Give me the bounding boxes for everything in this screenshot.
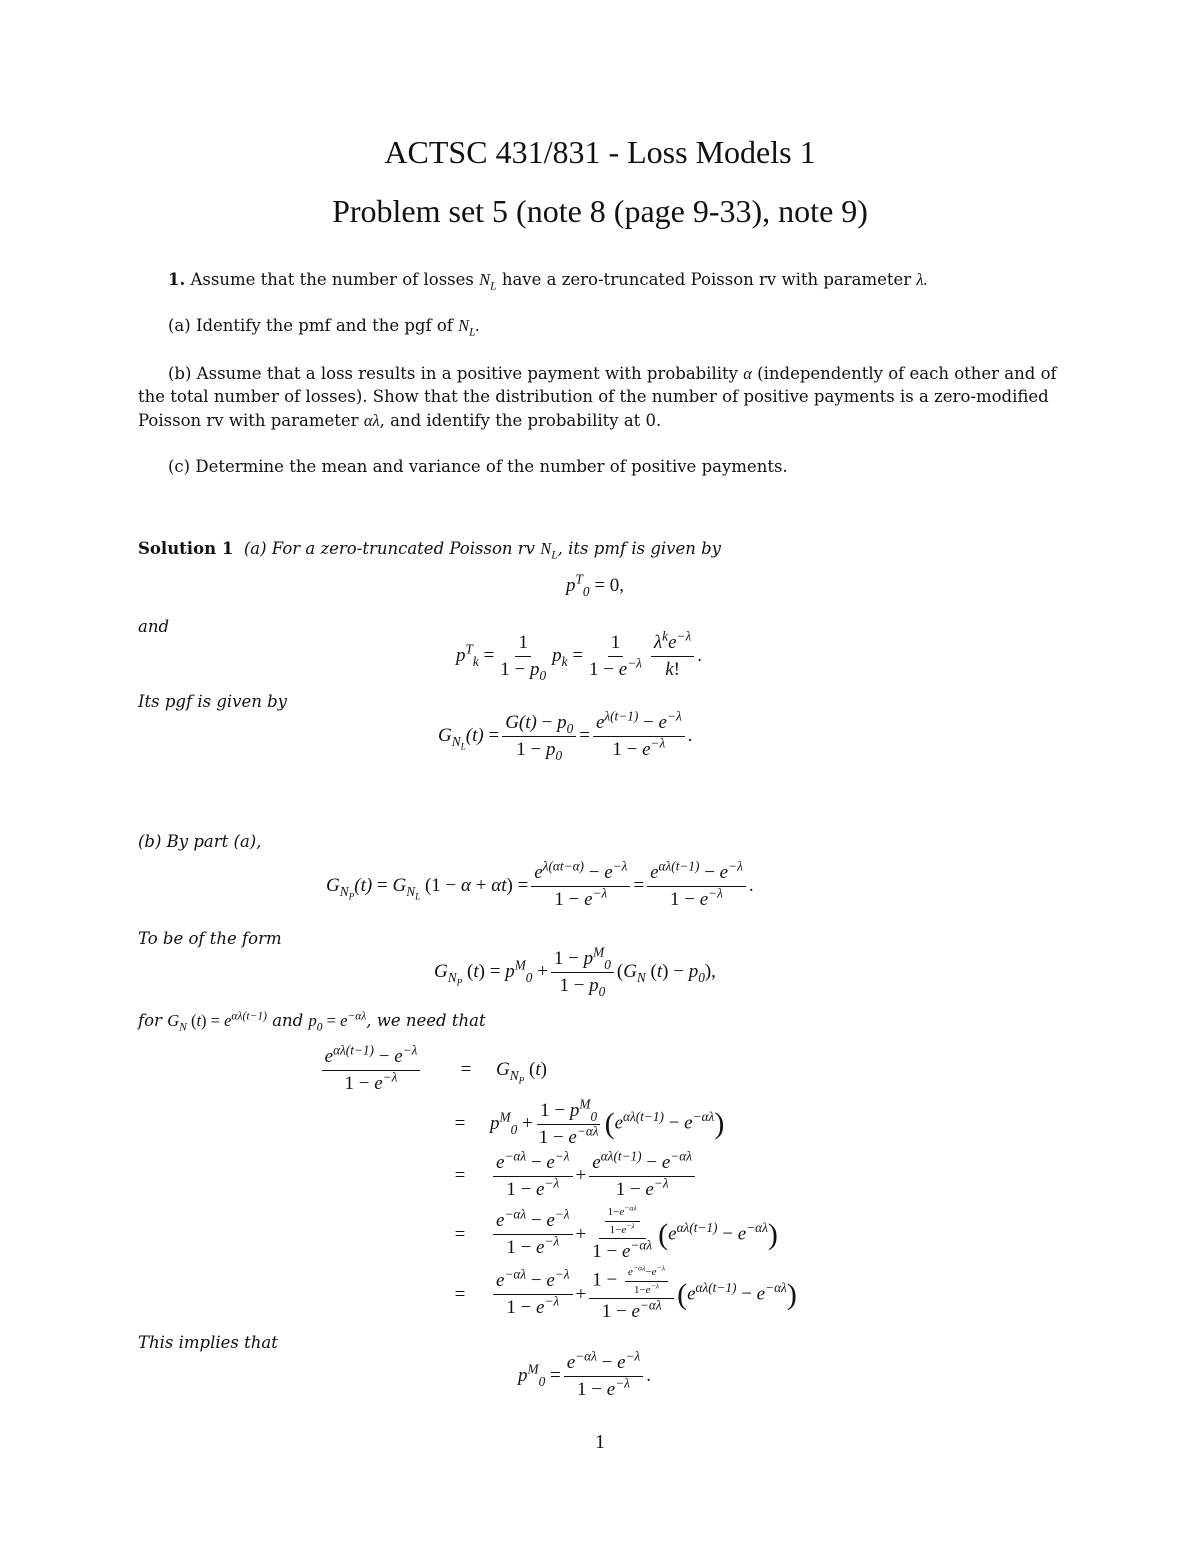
solution-a-text: (a) For a zero-truncated Poisson rv bbox=[243, 539, 535, 558]
form-intro: To be of the form bbox=[138, 929, 282, 948]
implies-text: This implies that bbox=[138, 1333, 278, 1352]
math-alpha-lambda: αλ bbox=[363, 411, 380, 430]
part-b-text-b: (independently of each other and of bbox=[757, 364, 1057, 383]
eq-pk-truncated: $p^T_k$ = $\frac{1}{1 - p_0}$ $p_k$ = $\frac{1}{1 - e^{-\lambda}}$ $\frac{\lambda^ke^{-\lambda}}{k!}$ . bbox=[456, 628, 702, 683]
solution-label: Solution 1 bbox=[138, 539, 234, 558]
eq-derivation-row-5: = $\frac{e^{-\alpha\lambda} - e^{-\lambda}}{1 - e^{-\lambda}}$ + 1 − $\frac{e^{-\alpha\lambda}-e^{-\lambda}}{1-e^{-\lambda}}$ $1 - e^{-\alpha\lambda}$ $(e^{\alpha\lambda(t-1)} - e^{-\alpha\lambda})$ bbox=[454, 1263, 797, 1323]
eq-derivation-row-3: = $\frac{e^{-\alpha\lambda} - e^{-\lambda}}{1 - e^{-\lambda}}$ + $\frac{e^{\alpha\lambda(t-1)} - e^{-\alpha\lambda}}{1 - e^{-\lambda}}$ bbox=[430, 1152, 698, 1201]
math-nl: $N_L$. bbox=[458, 316, 480, 339]
part-b-text-a: (b) Assume that a loss results in a positive payment with probability bbox=[168, 364, 738, 383]
math-lambda: λ. bbox=[916, 270, 928, 289]
math-nl: $N_L$ bbox=[479, 270, 497, 293]
for-text-c: , we need that bbox=[366, 1011, 486, 1030]
and-text: and bbox=[138, 617, 170, 636]
course-title: ACTSC 431/831 - Loss Models 1 bbox=[384, 134, 816, 170]
math-p0: $p_0 = e^{-\alpha\lambda}$ bbox=[308, 1010, 367, 1034]
math-nl: $N_L$ bbox=[540, 539, 558, 562]
for-text-b: and bbox=[272, 1011, 304, 1030]
math-gn: $G_N$ $(t) = e^{\alpha\lambda(t-1)}$ bbox=[167, 1010, 267, 1034]
eq-p0-modified: $p^M_0$ = $\frac{e^{-\alpha\lambda} - e^{-\lambda}}{1 - e^{-\lambda}}$ . bbox=[518, 1348, 651, 1400]
solution-b-intro: (b) By part (a), bbox=[138, 832, 262, 851]
eq-derivation-row-4: = $\frac{e^{-\alpha\lambda} - e^{-\lambda}}{1 - e^{-\lambda}}$ + $\frac{\frac{1-e^{-\alpha\lambda}}{1-e^{-\lambda}}}{1 - e^{-\alpha\lambda}}$ $(e^{\alpha\lambda(t-1)} - e^{-\alpha\lambda})$ bbox=[454, 1203, 778, 1263]
math-alpha: α bbox=[743, 364, 752, 383]
eq-zero-modified-form: $G_{N_P}$ $(t) = p^M_0$ + $\frac{1 - p^M_0}{1 - p_0}$ ($G_N$ $(t) - p_0$), bbox=[434, 944, 716, 999]
eq-derivation-row-1: $\frac{e^{\alpha\lambda(t-1)} - e^{-\lambda}}{1 - e^{-\lambda}}$ = $G_{N_P}$ (t) bbox=[306, 1046, 547, 1095]
problem-part-b-line1 bbox=[168, 364, 1057, 384]
eq-pgf-np: $G_{N_P}(t) = G_{N_L}$ (1 − α + αt) = $\frac{e^{\lambda(\alpha t-\alpha)} - e^{-\lambda}}{1 - e^{-\lambda}}$ = $\frac{e^{\alpha\lambda(t-1)} - e^{-\lambda}}{1 - e^{-\lambda}}$ . bbox=[326, 858, 754, 910]
eq-pgf-nl: $G_{N_L}(t)$ = $\frac{G(t) - p_0}{1 - p_0}$ = $\frac{e^{\lambda(t-1)} - e^{-\lambda}}{1 - e^{-\lambda}}$ . bbox=[438, 708, 693, 763]
part-b-text-c: Poisson rv with parameter bbox=[138, 411, 359, 430]
solution-intro bbox=[138, 539, 721, 562]
problem-intro-text-a: Assume that the number of losses bbox=[190, 270, 474, 289]
for-text-a: for bbox=[138, 1011, 162, 1030]
part-b-text-d: , and identify the probability at 0. bbox=[379, 411, 662, 430]
solution-a-text-b: , its pmf is given by bbox=[557, 539, 721, 558]
problem-part-b-line2: the total number of losses). Show that the distribution of the number of positive payments is a zero-modified bbox=[138, 387, 1049, 406]
for-condition bbox=[138, 1010, 486, 1034]
problem-intro bbox=[168, 270, 928, 293]
part-a-text: (a) Identify the pmf and the pgf of bbox=[168, 316, 453, 335]
problem-number: 1. bbox=[168, 270, 186, 289]
eq-p0-truncated: $p^T_0 = 0$, bbox=[566, 571, 625, 599]
problem-part-b-line3 bbox=[138, 411, 661, 431]
problem-set-title: Problem set 5 (note 8 (page 9-33), note 9) bbox=[332, 193, 868, 229]
eq-derivation-row-2: = $p^M_0$ + $\frac{1 - p^M_0}{1 - e^{-\alpha\lambda}}$ $(e^{\alpha\lambda(t-1)} - e^{-\alpha\lambda})$ bbox=[454, 1096, 725, 1148]
problem-part-a bbox=[168, 316, 480, 339]
problem-intro-text-b: have a zero-truncated Poisson rv with parameter bbox=[501, 270, 912, 289]
problem-part-c: (c) Determine the mean and variance of the number of positive payments. bbox=[168, 457, 788, 476]
page-number: 1 bbox=[595, 1431, 605, 1453]
pgf-intro: Its pgf is given by bbox=[138, 692, 288, 711]
